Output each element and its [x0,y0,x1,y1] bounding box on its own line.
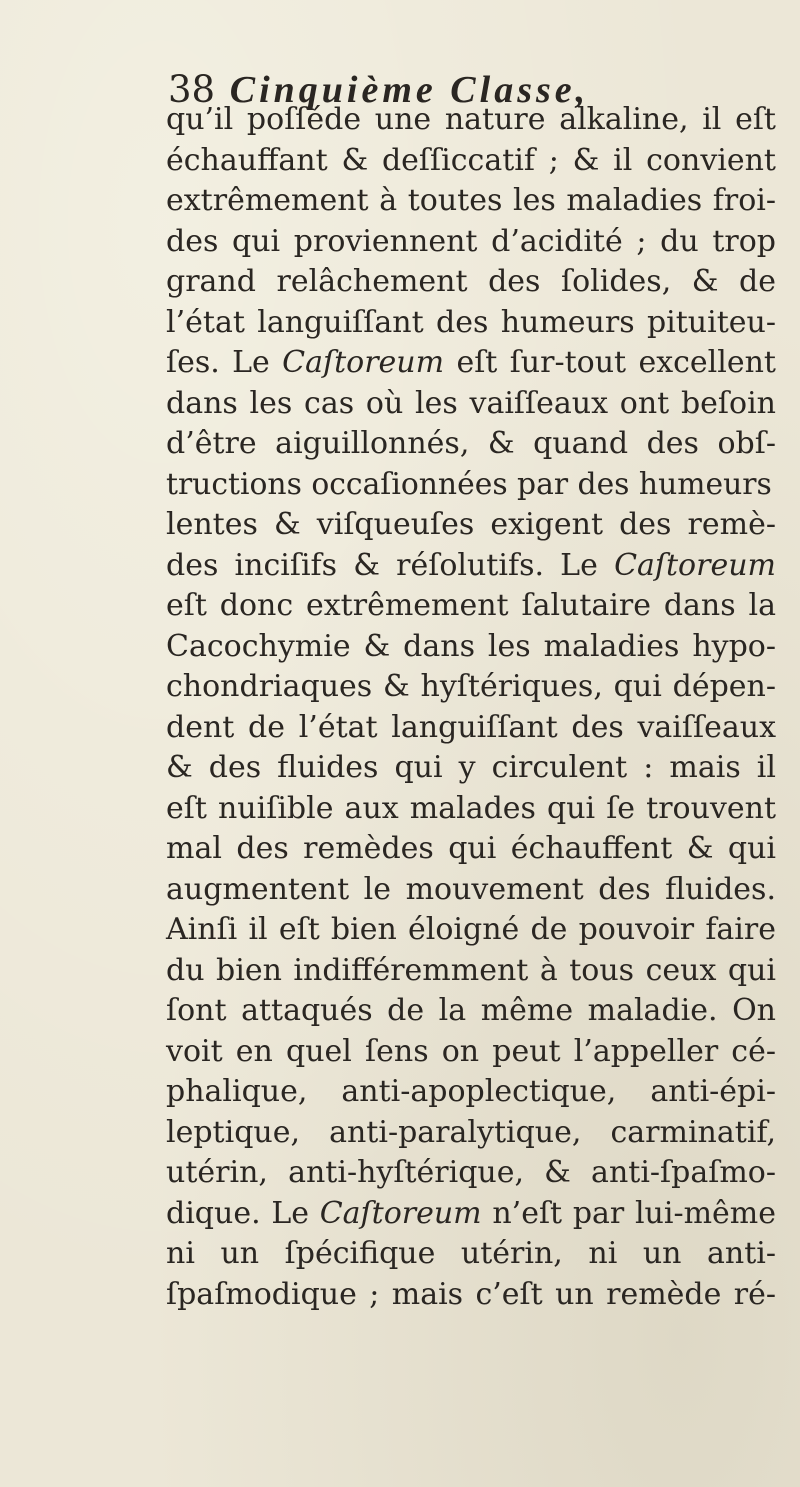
text-segment: chondriaques & hyſtériques, qui dépen- [166,669,776,704]
text-segment: eſt donc extrêmement ſalutaire dans la [166,588,776,623]
text-line [166,343,776,384]
text-line [166,424,776,465]
italic-term: Caſtoreum [282,345,445,380]
text-line [166,1234,776,1275]
text-segment: ni un ſpécifique utérin, ni un anti- [166,1236,776,1271]
text-line [166,951,776,992]
text-line [166,1032,776,1073]
text-segment: qu’il poſſéde une nature alkaline, il eſt [166,102,776,137]
text-line [166,384,776,425]
text-segment: dique. Le [166,1195,320,1231]
text-line [166,1072,776,1113]
text-segment: mal des remèdes qui échauffent & qui [166,831,776,866]
text-segment: ſpaſmodique ; mais c’eſt un remède ré- [166,1276,776,1312]
italic-term: Caſtoreum [614,547,776,583]
text-segment: leptique, anti-paralytique, carminatif, [166,1114,776,1150]
text-segment: échauffant & deſſiccatif ; & il convient [166,142,776,178]
text-line [166,627,776,668]
text-line [166,789,776,830]
text-line [166,546,776,587]
text-segment: ſes. Le [166,345,283,380]
text-line [166,262,776,303]
text-line [166,748,776,789]
text-segment: des qui proviennent d’acidité ; du trop [166,223,776,259]
text-line [166,141,776,182]
text-segment: l’état languiſſant des humeurs pituiteu- [166,304,776,340]
text-segment: phalique, anti-apoplectique, anti-épi- [166,1074,776,1109]
text-line [166,708,776,749]
text-segment: ſont attaqués de la même maladie. On [166,993,776,1028]
text-segment: dans les cas où les vaiſſeaux ont beſoin [166,385,776,421]
text-line [166,1113,776,1154]
text-line [166,870,776,911]
page-number: 38 [168,68,216,111]
running-head: Cinquième Classe, [229,69,590,111]
text-line [166,829,776,870]
text-line [166,586,776,627]
text-segment: utérin, anti-hyſtérique, & anti-ſpaſmo- [166,1155,776,1190]
text-segment: eſt ſur-tout excellent [444,345,776,380]
text-line [166,910,776,951]
text-segment: voit en quel ſens on peut l’appeller cé- [166,1033,776,1069]
text-line [166,303,776,344]
text-line [166,505,776,546]
text-line [166,465,771,506]
text-line [166,991,776,1032]
text-segment: & des fluides qui y circulent : mais il [166,750,776,785]
body-text [166,100,776,1315]
text-segment: grand relâchement des ſolides, & de [166,264,776,299]
text-line [166,667,776,708]
text-segment: d’être aiguillonnés, & quand des obſ- [166,426,776,461]
text-line [166,181,776,222]
text-segment: du bien indifféremment à tous ceux qui [166,952,776,988]
text-line [166,1153,776,1194]
text-line [166,100,776,141]
text-segment: tructions occaſionnées par des humeurs [166,466,772,502]
text-segment: augmentent le mouvement des fluides. [166,871,776,907]
text-segment: Cacochymie & dans les maladies hypo- [166,628,776,664]
text-segment: Ainſi il eſt bien éloigné de pouvoir faire [166,912,776,947]
text-segment: n’eſt par lui-même [481,1195,776,1231]
text-line [166,222,776,263]
text-line [166,1194,776,1235]
text-segment: dent de l’état languiſſant des vaiſſeaux [166,709,776,745]
text-segment: extrêmement à toutes les maladies froi- [166,183,776,218]
text-line [166,1275,776,1316]
text-segment: eſt nuiſible aux malades qui ſe trouvent [166,790,776,826]
text-segment: des inciſifs & réſolutifs. Le [166,547,615,583]
italic-term: Caſtoreum [319,1195,482,1231]
text-segment: lentes & viſqueuſes exigent des remè- [166,507,776,542]
